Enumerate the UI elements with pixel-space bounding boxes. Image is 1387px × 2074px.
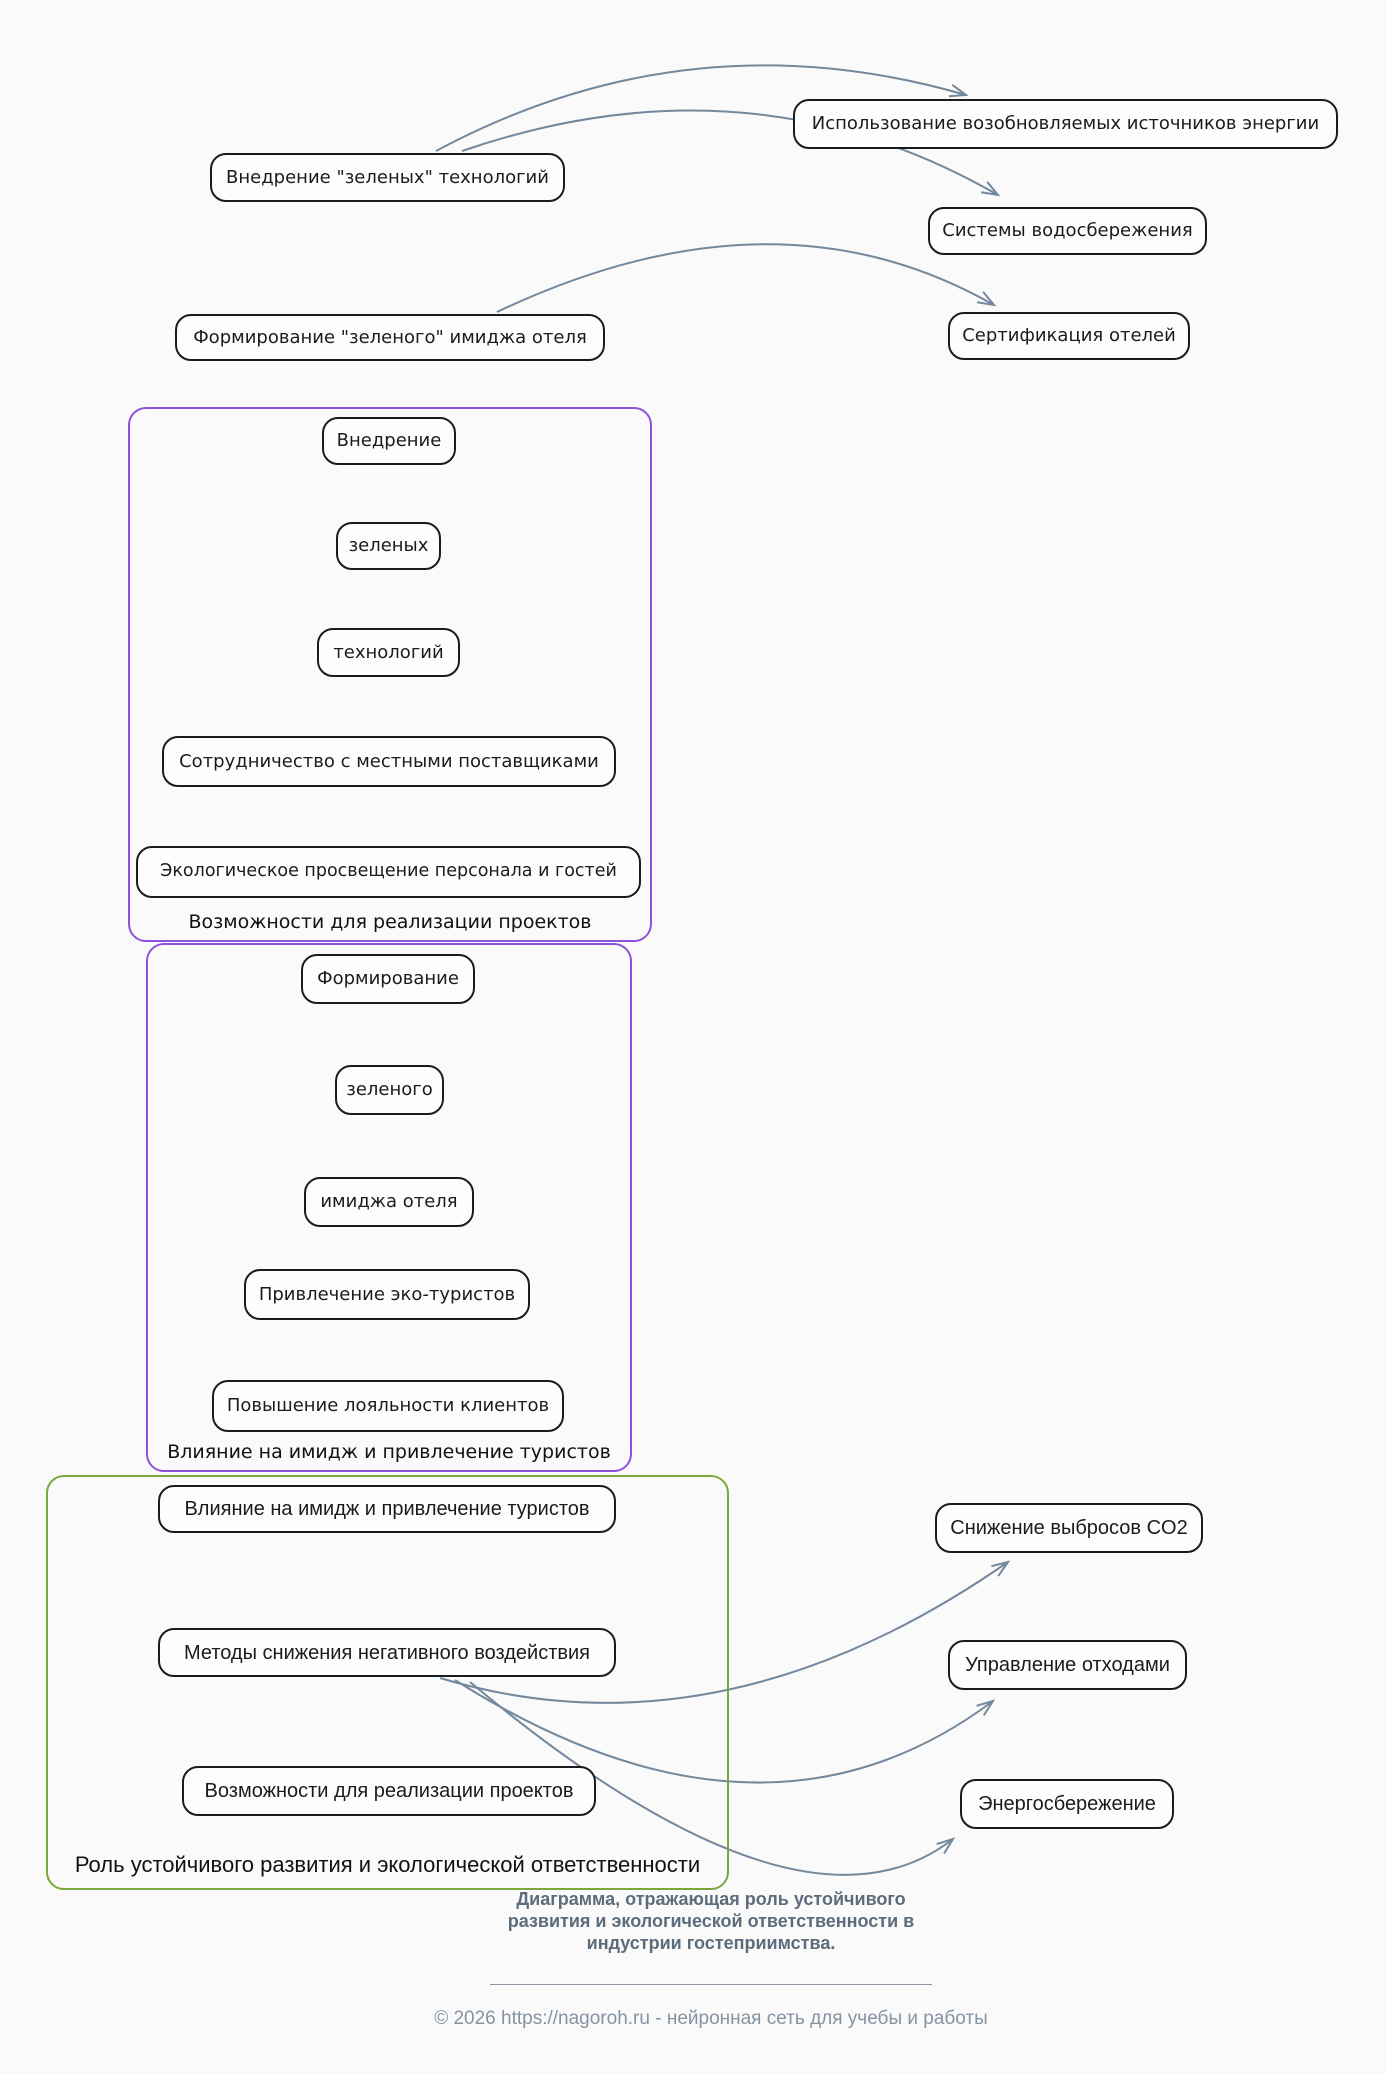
footer-divider [490,1984,932,1985]
node-impact-reduction-methods: Методы снижения негативного воздействия [158,1628,616,1677]
node-image-influence: Влияние на имидж и привлечение туристов [158,1485,616,1533]
node-energy-saving: Энергосбережение [960,1779,1174,1829]
node-co2-reduction: Снижение выбросов CO2 [935,1503,1203,1553]
footer-title-line3: индустрии гостеприимства. [586,1933,836,1953]
node-formirovanie: Формирование [301,954,475,1004]
edge-green-image-to-certification [497,244,994,312]
cluster-role [46,1475,729,1890]
cluster-image-influence-label: Влияние на имидж и привлечение туристов [167,1441,611,1463]
cluster-opportunities-label: Возможности для реализации проектов [188,911,592,933]
node-renewable-energy: Использование возобновляемых источников энергии [793,99,1338,149]
node-vnedrenie: Внедрение [322,417,456,465]
node-eco-education: Экологическое просвещение персонала и гостей [136,846,641,898]
node-water-saving: Системы водосбережения [928,207,1207,255]
node-eco-tourists: Привлечение эко-туристов [244,1269,530,1320]
node-tehnologiy: технологий [317,628,460,677]
node-local-suppliers: Сотрудничество с местными поставщиками [162,736,616,787]
node-imidzha-otelya: имиджа отеля [304,1177,474,1227]
footer-title-line1: Диаграмма, отражающая роль устойчивого [516,1889,906,1909]
node-project-opportunities: Возможности для реализации проектов [182,1766,596,1816]
footer-copyright: © 2026 https://nagoroh.ru - нейронная сеть для учебы и работы [434,2008,988,2029]
cluster-role-label: Роль устойчивого развития и экологической ответственности [74,1852,701,1877]
footer-title-line2: развития и экологической ответственности в [507,1911,915,1931]
node-zelenogo: зеленого [335,1065,444,1115]
node-client-loyalty: Повышение лояльности клиентов [212,1380,564,1432]
node-certification: Сертификация отелей [948,312,1190,360]
node-green-image: Формирование "зеленого" имиджа отеля [175,314,605,361]
node-green-tech: Внедрение "зеленых" технологий [210,153,565,202]
node-waste-management: Управление отходами [948,1640,1187,1690]
footer-title [361,1888,1061,1954]
node-zelenyh: зеленых [336,522,441,570]
